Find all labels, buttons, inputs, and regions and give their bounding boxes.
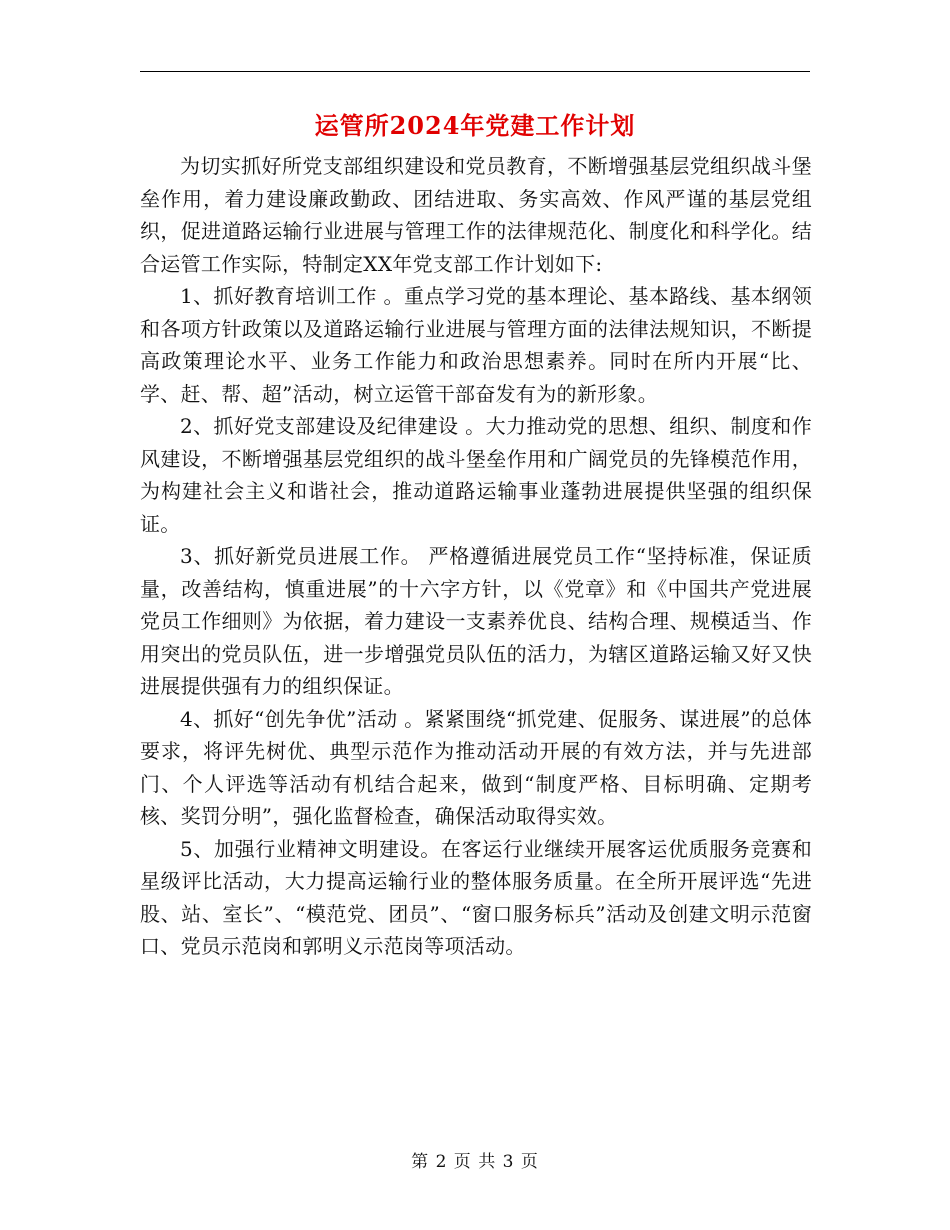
document-body: [140, 150, 812, 963]
paragraph-item-5: 5、加强行业精神文明建设。在客运行业继续开展客运优质服务竞赛和星级评比活动，大力提高运输行业的整体服务质量。在全所开展评选“先进股、站、室长”、“模范党、团员”、“窗口服务标兵”活动及创建文明示范窗口、党员示范岗和郭明义示范岗等项活动。: [140, 836, 812, 958]
paragraph-item-1: 1、抓好教育培训工作 。重点学习党的基本理论、基本路线、基本纲领和各项方针政策以及道路运输行业进展与管理方面的法律法规知识，不断提高政策理论水平、业务工作能力和政治思想素养。同时在所内开展“比、学、赶、帮、超”活动，树立运管干部奋发有为的新形象。: [140, 284, 812, 406]
document-title: 运管所2024年党建工作计划: [314, 111, 636, 140]
header-rule: [140, 71, 810, 72]
paragraph-intro: 为切实抓好所党支部组织建设和党员教育，不断增强基层党组织战斗堡垒作用，着力建设廉政勤政、团结进取、务实高效、作风严谨的基层党组织，促进道路运输行业进展与管理工作的法律规范化、制度化和科学化。结合运管工作实际，特制定XX年党支部工作计划如下:: [140, 154, 812, 276]
paragraph-item-4: 4、抓好“创先争优”活动 。紧紧围绕“抓党建、促服务、谋进展”的总体要求，将评先树优、典型示范作为推动活动开展的有效方法，并与先进部门、个人评选等活动有机结合起来，做到“制度严格、目标明确、定期考核、奖罚分明”，强化监督检查，确保活动取得实效。: [140, 706, 812, 828]
page-number: 第 2 页 共 3 页: [411, 1152, 539, 1172]
paragraph-item-3: 3、抓好新党员进展工作。 严格遵循进展党员工作“坚持标准，保证质量，改善结构，慎重进展”的十六字方针，以《党章》和《中国共产党进展党员工作细则》为依据，着力建设一支素养优良、结构合理、规模适当、作用突出的党员队伍，进一步增强党员队伍的活力，为辖区道路运输又好又快进展提供强有力的组织保证。: [140, 544, 812, 698]
paragraph-item-2: 2、抓好党支部建设及纪律建设 。大力推动党的思想、组织、制度和作风建设，不断增强基层党组织的战斗堡垒作用和广阔党员的先锋模范作用，为构建社会主义和谐社会，推动道路运输事业蓬勃进展提供坚强的组织保证。: [140, 414, 812, 536]
